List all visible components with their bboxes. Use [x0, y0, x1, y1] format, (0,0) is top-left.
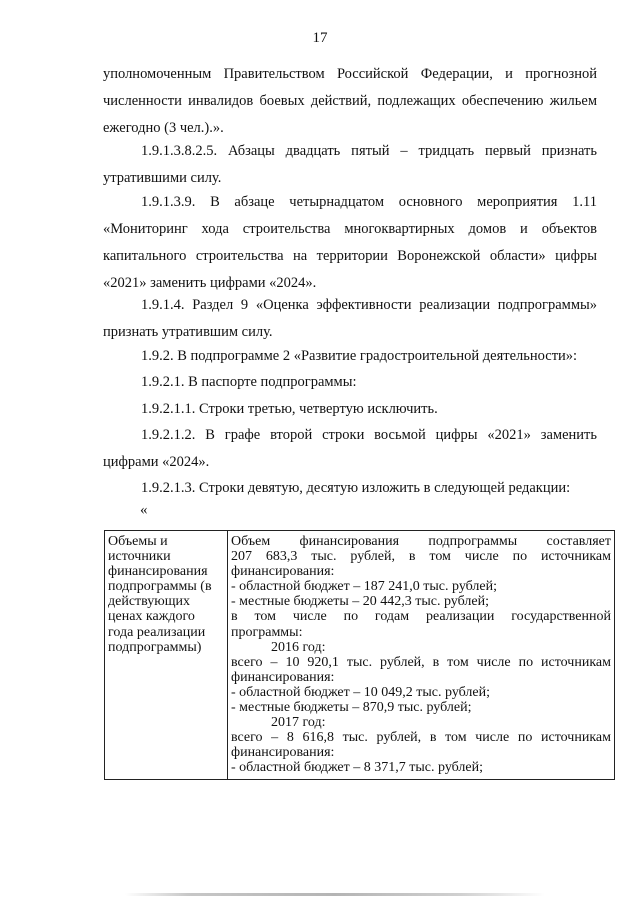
paragraph-continuation [103, 61, 597, 142]
paragraph-1-9-2-1-2 [103, 422, 597, 476]
cell-line: всего – 10 920,1 тыс. рублей, в том числе по источникам [231, 654, 611, 670]
text-line: утратившими силу. [103, 170, 222, 186]
cell-line: Объем финансирования подпрограммы составляет [231, 534, 611, 549]
paragraph-1-9-1-3-8-2-5 [103, 138, 597, 192]
cell-line: финансирования: [231, 564, 335, 580]
text-line: численности инвалидов боевых действий, подлежащих обеспечению жильем [103, 93, 597, 109]
opening-quote-mark: « [140, 502, 148, 518]
text-line: 1.9.1.4. Раздел 9 «Оценка эффективности реализации подпрограммы» [141, 297, 597, 313]
text-line: ежегодно (3 чел.).». [103, 120, 224, 136]
text-line: 1.9.2. В подпрограмме 2 «Развитие градостроительной деятельности»: [141, 348, 578, 364]
cell-line: Объемы и [108, 534, 168, 549]
table-cell-label [105, 531, 228, 780]
cell-line: в том числе по годам реализации государственной [231, 609, 611, 625]
year-heading: 2017 год: [271, 715, 326, 731]
cell-line: подпрограммы) [108, 639, 202, 655]
paragraph-1-9-2-1-3 [103, 475, 597, 502]
cell-line: финансирования [108, 564, 208, 580]
cell-line: программы: [231, 624, 303, 640]
cell-line: финансирования: [231, 745, 335, 761]
cell-line: - областной бюджет – 187 241,0 тыс. рублей; [231, 579, 497, 595]
cell-line: подпрограммы (в [108, 579, 212, 595]
paragraph-1-9-1-4 [103, 292, 597, 346]
scan-edge-line [125, 893, 545, 896]
cell-line: 207 683,3 тыс. рублей, в том числе по источникам [231, 549, 611, 565]
cell-line: - местные бюджеты – 870,9 тыс. рублей; [231, 700, 472, 716]
page-number: 17 [312, 30, 328, 46]
cell-line: всего – 8 616,8 тыс. рублей, в том числе по источникам [231, 730, 611, 746]
paragraph-1-9-2-1-1 [103, 396, 597, 423]
paragraph-1-9-2-1 [103, 369, 597, 396]
year-heading: 2016 год: [271, 639, 326, 655]
paragraph-1-9-2 [103, 343, 597, 370]
text-line: «Мониторинг хода строительства многоквартирных домов и объектов [103, 221, 597, 237]
text-line: 1.9.2.1. В паспорте подпрограммы: [141, 374, 357, 390]
cell-line: источники [108, 549, 171, 565]
cell-line: - местные бюджеты – 20 442,3 тыс. рублей; [231, 594, 489, 610]
text-line: признать утратившим силу. [103, 324, 273, 340]
text-line: уполномоченным Правительством Российской Федерации, и прогнозной [103, 66, 597, 82]
cell-line: финансирования: [231, 669, 335, 685]
text-line: «2021» заменить цифрами «2024». [103, 275, 317, 291]
cell-line: ценах каждого [108, 609, 195, 625]
cell-line: - областной бюджет – 10 049,2 тыс. рублей; [231, 684, 490, 700]
paragraph-1-9-1-3-9 [103, 189, 597, 297]
text-line: 1.9.2.1.2. В графе второй строки восьмой цифры «2021» заменить [141, 427, 597, 443]
text-line: 1.9.1.3.8.2.5. Абзацы двадцать пятый – тридцать первый признать [141, 143, 597, 159]
text-line: 1.9.2.1.3. Строки девятую, десятую изложить в следующей редакции: [141, 480, 571, 496]
cell-line: - областной бюджет – 8 371,7 тыс. рублей; [231, 760, 483, 776]
text-line: цифрами «2024». [103, 454, 210, 470]
cell-line: действующих [108, 594, 191, 610]
table-row [105, 531, 615, 780]
cell-line: года реализации [108, 624, 206, 640]
table-cell-value [228, 531, 615, 780]
text-line: 1.9.1.3.9. В абзаце четырнадцатом основного мероприятия 1.11 [141, 194, 597, 210]
text-line: капитального строительства на территории Воронежской области» цифры [103, 248, 597, 264]
financing-table [104, 530, 615, 780]
text-line: 1.9.2.1.1. Строки третью, четвертую исключить. [141, 401, 438, 417]
